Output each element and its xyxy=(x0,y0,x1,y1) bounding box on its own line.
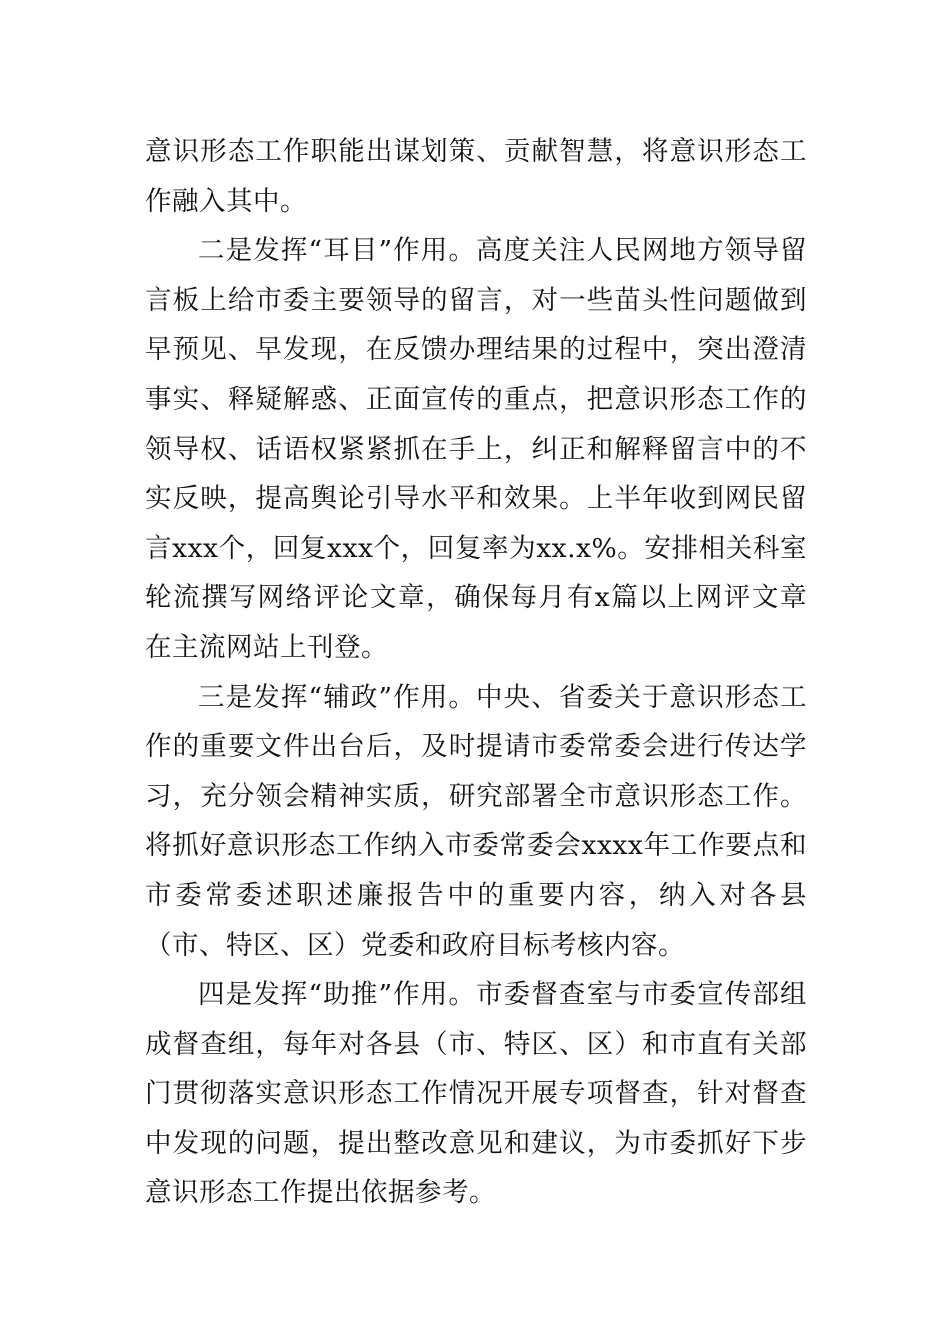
paragraph-zhutui: 四是发挥“助推”作用。市委督查室与市委宣传部组成督查组，每年对各县（市、特区、区）和市直有关部门贯彻落实意识形态工作情况开展专项督查，针对督查中发现的问题，提出整改意见和建议，为市委抓好下步意识形态工作提出依据参考。 xyxy=(145,979,807,1209)
paragraph-fuzheng: 三是发挥“辅政”作用。中央、省委关于意识形态工作的重要文件出台后，及时提请市委常委会进行传达学习，充分领会精神实质，研究部署全市意识形态工作。将抓好意识形态工作纳入市委常委会xxxx年工作要点和市委常委述职述廉报告中的重要内容，纳入对各县（市、特区、区）党委和政府目标考核内容。 xyxy=(145,681,807,961)
paragraph-continuation: 意识形态工作职能出谋划策、贡献智慧，将意识形态工作融入其中。 xyxy=(145,136,807,217)
document-body xyxy=(145,127,807,1218)
paragraph-ermu: 二是发挥“耳目”作用。高度关注人民网地方领导留言板上给市委主要领导的留言，对一些苗头性问题做到早预见、早发现，在反馈办理结果的过程中，突出澄清事实、释疑解惑、正面宣传的重点，把意识形态工作的领导权、话语权紧紧抓在手上，纠正和解释留言中的不实反映，提高舆论引导水平和效果。上半年收到网民留言xxx个，回复xxx个，回复率为xx.x%。安排相关科室轮流撰写网络评论文章，确保每月有x篇以上网评文章在主流网站上刊登。 xyxy=(145,235,807,663)
